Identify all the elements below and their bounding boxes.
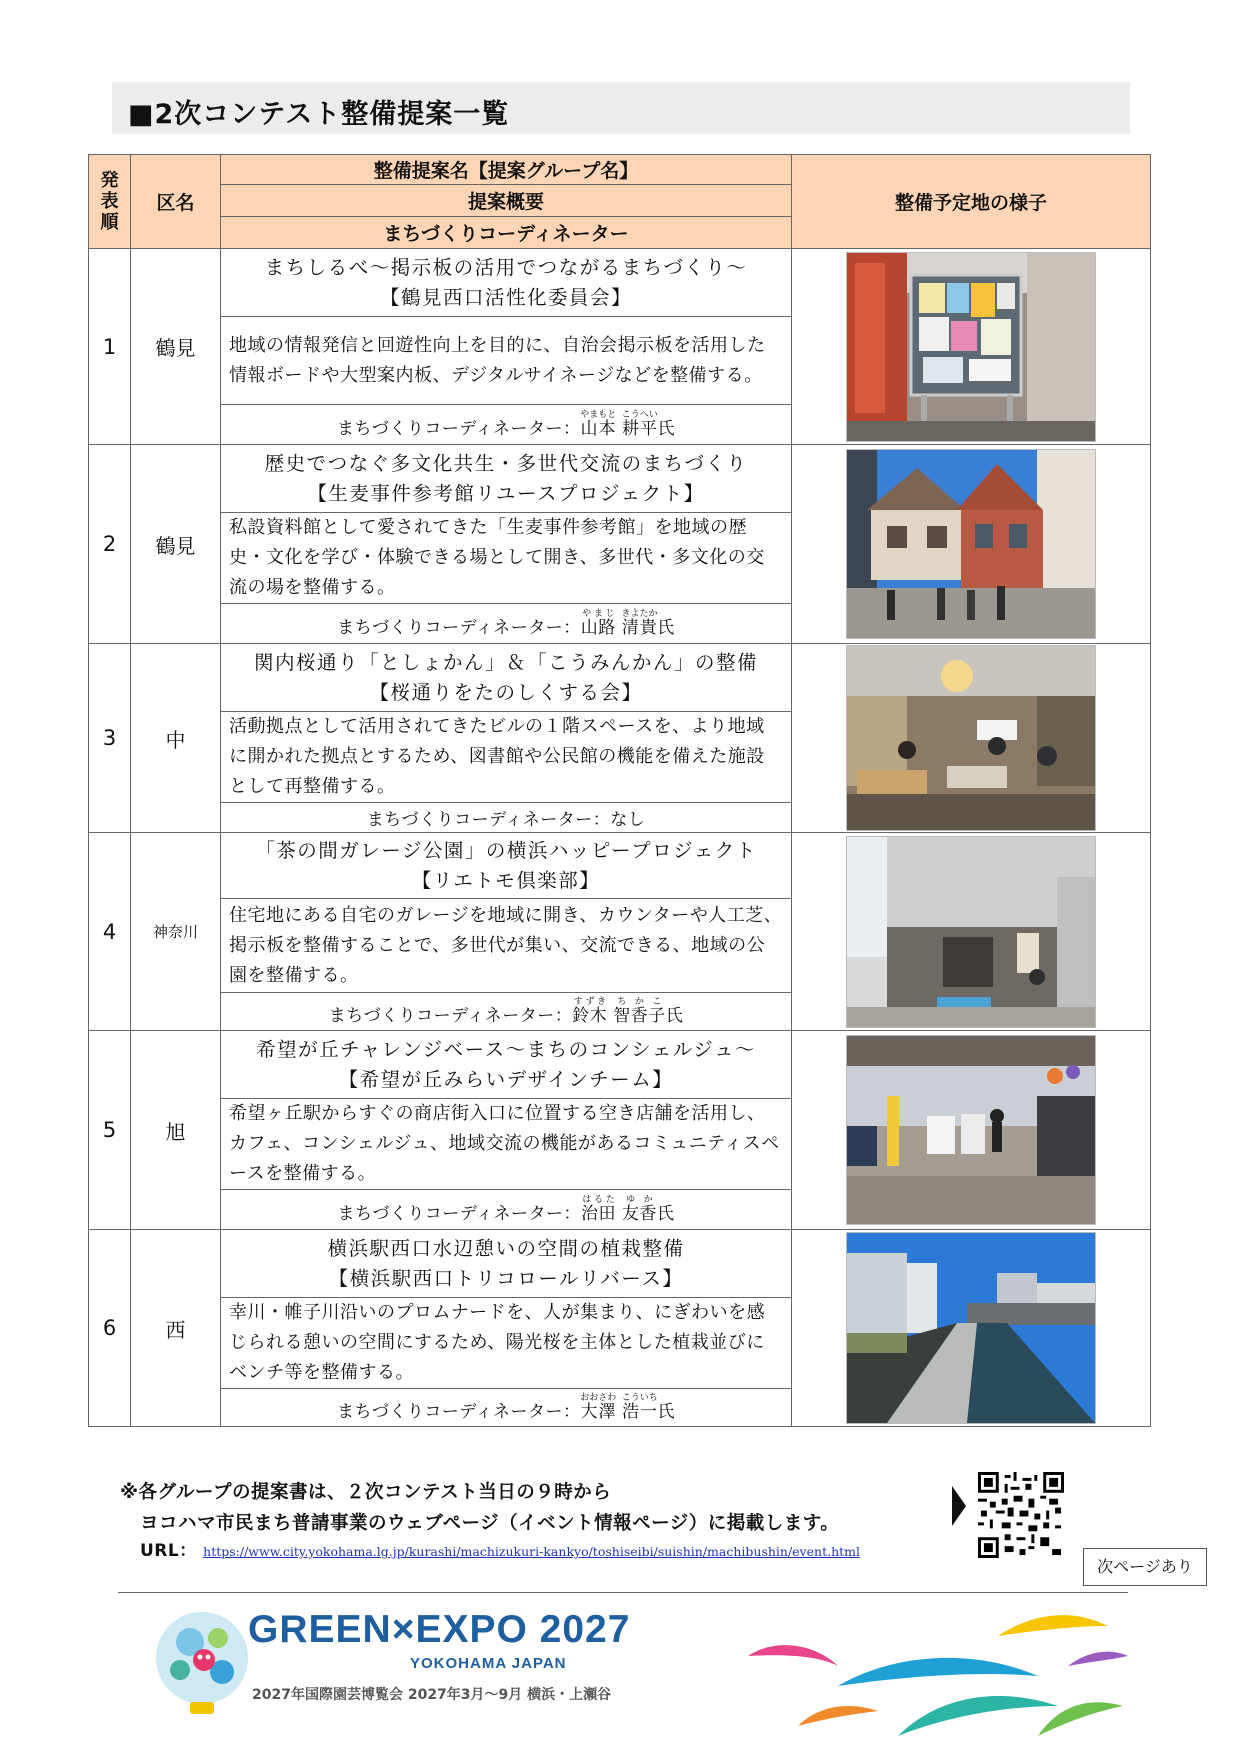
row-number: 3 [89,644,131,833]
expo-date-line: 2027年国際園芸博覧会 2027年3月～9月 横浜・上瀬谷 [252,1687,612,1703]
table-row [89,445,1151,513]
site-photo-museum-building [846,449,1096,639]
expo-mascot-logo [150,1608,254,1720]
header-order: 発 表 順 [89,155,131,249]
note-url-line [140,1536,860,1561]
site-photo-storefront [846,1035,1096,1225]
row-ward: 旭 [131,1031,221,1230]
site-photo-cell [792,1230,1151,1427]
proposal-summary: 私設資料館として愛されてきた「生麦事件参考館」を地域の歴史・文化を学び・体験できる場として開き、多世代・多文化の交流の場を整備する。 [221,513,792,604]
site-photo-cell [792,833,1151,1031]
proposal-summary: 地域の情報発信と回遊性向上を目的に、自治会掲示板を活用した情報ボードや大型案内板、デジタルサイネージなどを整備する。 [221,317,792,405]
header-summary: 提案概要 [221,185,792,217]
table-row [89,249,1151,317]
coordinator-name: まちづくりコーディネーター：山路やまじ 清貴きよたか氏 [221,604,792,644]
expo-title: GREEN×EXPO 2027 [248,1608,631,1651]
row-ward: 鶴見 [131,445,221,644]
site-photo-riverside [846,1232,1096,1424]
site-photo-cell [792,445,1151,644]
row-ward: 神奈川 [131,833,221,1031]
coordinator-name: まちづくりコーディネーター：治田はるた 友香ゆか氏 [221,1190,792,1230]
coordinator-name: まちづくりコーディネーター：大澤おおさわ 浩一こういち氏 [221,1389,792,1427]
site-photo-interior [846,645,1096,831]
table-row [89,644,1151,712]
row-ward: 鶴見 [131,249,221,445]
expo-subtitle: YOKOHAMA JAPAN [410,1655,567,1672]
row-ward: 中 [131,644,221,833]
header-coordinator: まちづくりコーディネーター [221,217,792,249]
row-number: 2 [89,445,131,644]
header-proposal-name: 整備提案名【提案グループ名】 [221,155,792,185]
site-photo-garage [846,836,1096,1028]
row-ward: 西 [131,1230,221,1427]
site-photo-cell [792,249,1151,445]
coordinator-name: まちづくりコーディネーター：山本やまもと 耕平こうへい氏 [221,405,792,445]
proposal-summary: 希望ヶ丘駅からすぐの商店街入口に位置する空き店舗を活用し、カフェ、コンシェルジュ、地域交流の機能があるコミュニティスペースを整備する。 [221,1099,792,1190]
proposal-title: 横浜駅西口水辺憩いの空間の植栽整備 【横浜駅西口トリコロールリバース】 [221,1230,792,1298]
table-row [89,1031,1151,1099]
note-line-2: ヨコハマ市民まち普請事業のウェブページ（イベント情報ページ）に掲載します。 [140,1513,840,1534]
row-number: 4 [89,833,131,1031]
event-page-link[interactable]: https://www.city.yokohama.lg.jp/kurashi/machizukuri-kankyo/toshiseibi/suishin/machibushin/event.html [203,1544,860,1559]
proposal-title: 「茶の間ガレージ公園」の横浜ハッピープロジェクト 【リエトモ倶楽部】 [221,833,792,899]
note-line-1: ※各グループの提案書は、２次コンテスト当日の９時から [120,1482,612,1503]
footer-divider [118,1592,1128,1593]
qr-code[interactable] [978,1472,1064,1558]
site-photo-cell [792,644,1151,833]
proposal-title: まちしるべ～掲示板の活用でつながるまちづくり～ 【鶴見西口活性化委員会】 [221,249,792,317]
table-row [89,1230,1151,1298]
row-number: 5 [89,1031,131,1230]
coordinator-name: まちづくりコーディネーター：鈴木すずき 智香子ちかこ氏 [221,993,792,1031]
site-photo-bulletin-board [846,252,1096,442]
row-number: 6 [89,1230,131,1427]
site-photo-cell [792,1031,1151,1230]
arrow-right-icon [952,1486,966,1526]
proposal-title: 関内桜通り「としょかん」＆「こうみんかん」の整備 【桜通りをたのしくする会】 [221,644,792,712]
proposal-title: 歴史でつなぐ多文化共生・多世代交流のまちづくり 【生麦事件参考館リユースプロジェクト】 [221,445,792,513]
row-number: 1 [89,249,131,445]
proposal-table [88,154,1151,1427]
proposal-summary: 住宅地にある自宅のガレージを地域に開き、カウンターや人工芝、掲示板を整備することで、多世代が集い、交流できる、地域の公園を整備する。 [221,899,792,993]
url-label: URL： [140,1541,197,1561]
table-row [89,833,1151,899]
coordinator-name: まちづくりコーディネーター：なし [221,803,792,833]
expo-decorative-waves [738,1596,1130,1746]
header-photo: 整備予定地の様子 [792,155,1151,249]
header-ward: 区名 [131,155,221,249]
next-page-label: 次ページあり [1083,1548,1207,1586]
proposal-summary: 活動拠点として活用されてきたビルの１階スペースを、より地域に開かれた拠点とするため、図書館や公民館の機能を備えた施設として再整備する。 [221,712,792,803]
proposal-summary: 幸川・帷子川沿いのプロムナードを、人が集まり、にぎわいを感じられる憩いの空間にするため、陽光桜を主体とした植栽並びにベンチ等を整備する。 [221,1298,792,1389]
proposal-title: 希望が丘チャレンジベース～まちのコンシェルジュ～ 【希望が丘みらいデザインチーム】 [221,1031,792,1099]
page-title: ■2次コンテスト整備提案一覧 [128,99,510,130]
